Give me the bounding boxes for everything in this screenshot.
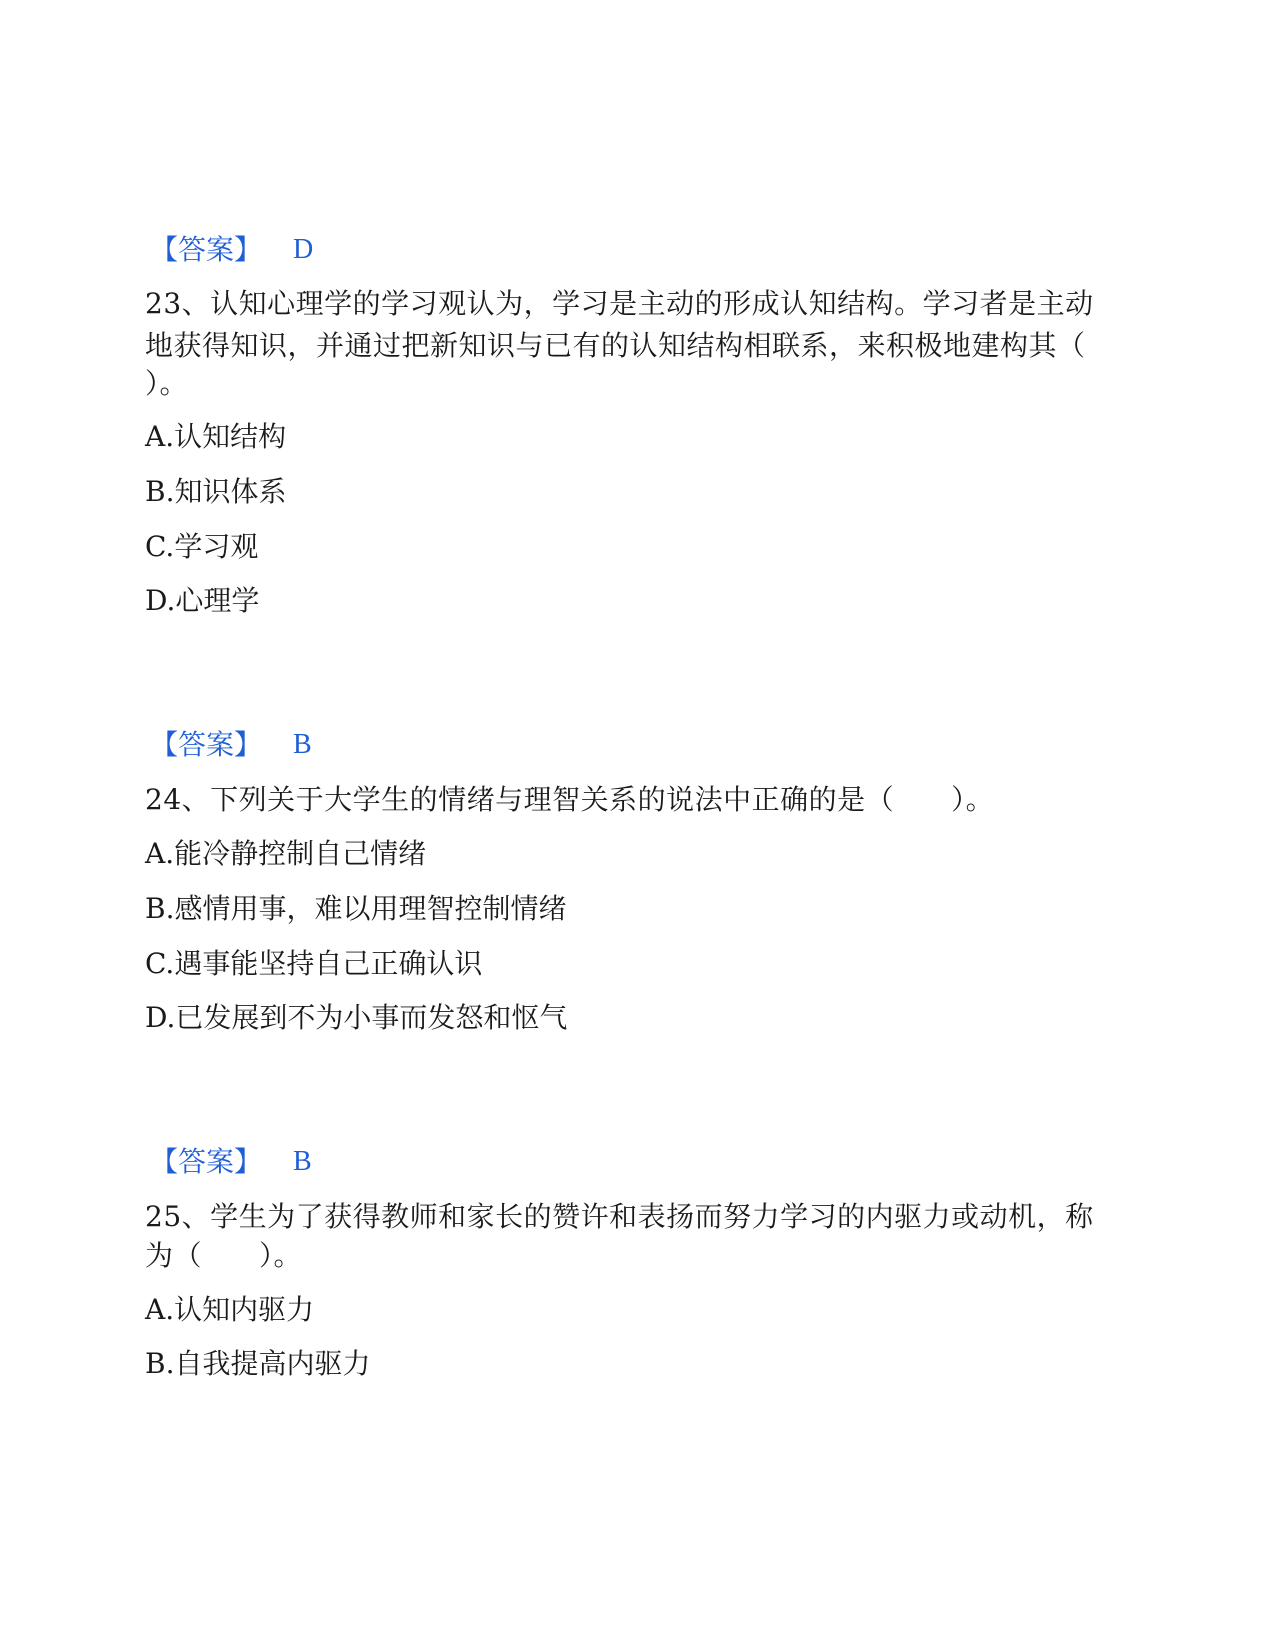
question-text-line: 23、认知心理学的学习观认为，学习是主动的形成认知结构。学习者是主动 — [145, 287, 1094, 320]
answer-value: D — [293, 234, 314, 265]
question-text-line: ）。 — [145, 367, 189, 400]
answer-label: 【答案】 — [150, 728, 263, 761]
question-text-line: 为（ ）。 — [145, 1239, 303, 1272]
answer-value: B — [293, 1146, 312, 1177]
option-c: C.学习观 — [145, 530, 259, 563]
question-text-line: 24、下列关于大学生的情绪与理智关系的说法中正确的是（ ）。 — [145, 783, 995, 816]
option-a: A.认知内驱力 — [145, 1293, 315, 1326]
option-b: B.自我提高内驱力 — [145, 1347, 371, 1380]
answer-label: 【答案】 — [150, 233, 263, 266]
question-text-line: 25、学生为了获得教师和家长的赞许和表扬而努力学习的内驱力或动机，称 — [145, 1200, 1094, 1233]
question-text-line: 地获得知识，并通过把新知识与已有的认知结构相联系，来积极地建构其（ — [145, 329, 1086, 362]
option-b: B.知识体系 — [145, 475, 287, 508]
option-a: A.认知结构 — [145, 420, 287, 453]
option-d: D.已发展到不为小事而发怒和怄气 — [145, 1001, 568, 1034]
option-d: D.心理学 — [145, 584, 260, 617]
answer-value: B — [293, 729, 312, 760]
option-a: A.能冷静控制自己情绪 — [145, 837, 427, 870]
option-b: B.感情用事，难以用理智控制情绪 — [145, 892, 567, 925]
option-c: C.遇事能坚持自己正确认识 — [145, 947, 483, 980]
answer-label: 【答案】 — [150, 1145, 263, 1178]
